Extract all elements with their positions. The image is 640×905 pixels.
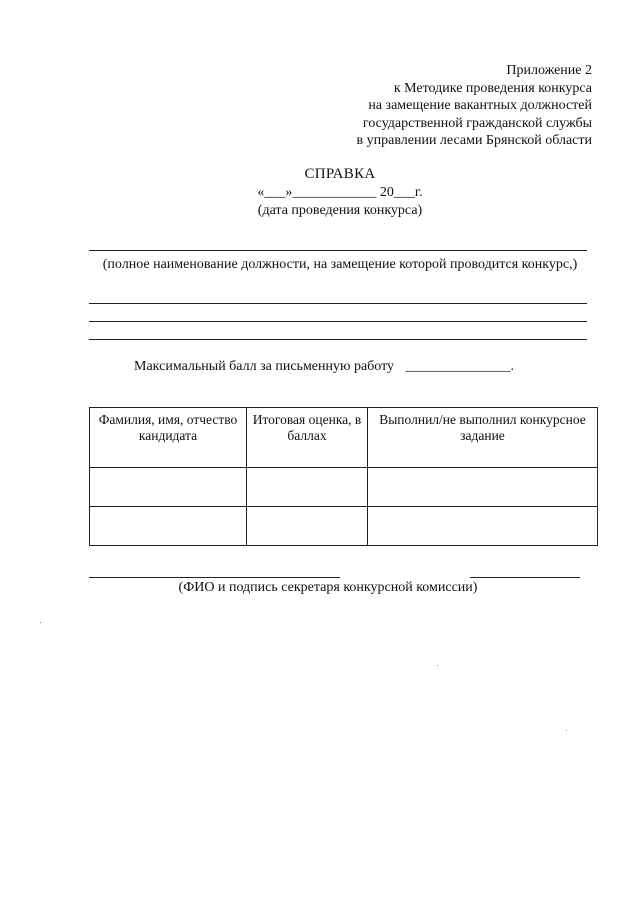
max-score-blank: _______________. bbox=[405, 359, 515, 374]
signature-sign-rule bbox=[470, 577, 580, 578]
candidates-table bbox=[89, 407, 598, 546]
scan-speck bbox=[40, 622, 41, 623]
appendix-line: на замещение вакантных должностей bbox=[368, 98, 592, 113]
table-cell bbox=[90, 468, 247, 507]
signature-caption: (ФИО и подпись секретаря конкурсной комиссии) bbox=[178, 580, 478, 595]
table-cell bbox=[368, 468, 598, 507]
position-rule bbox=[89, 321, 587, 322]
table-cell bbox=[247, 507, 368, 546]
table-cell bbox=[90, 507, 247, 546]
position-caption: (полное наименование должности, на замещение которой проводится конкурс,) bbox=[102, 257, 578, 272]
max-score-line bbox=[134, 359, 514, 375]
appendix-header bbox=[357, 62, 592, 150]
appendix-line: Приложение 2 bbox=[506, 63, 592, 78]
date-caption: (дата проведения конкурса) bbox=[257, 203, 423, 218]
document-title: СПРАВКА bbox=[304, 166, 376, 182]
position-rule bbox=[89, 339, 587, 340]
date-field: «___»____________ 20___г. bbox=[257, 185, 423, 200]
appendix-line: к Методике проведения конкурса bbox=[393, 80, 592, 96]
header-final-score: Итоговая оценка, в баллах bbox=[247, 408, 368, 468]
table-cell bbox=[247, 468, 368, 507]
scan-speck bbox=[566, 730, 567, 731]
table-header-row bbox=[90, 408, 598, 468]
header-candidate-name: Фамилия, имя, отчество кандидата bbox=[90, 408, 247, 468]
appendix-line: в управлении лесами Брянской области bbox=[356, 133, 592, 148]
header-task-status: Выполнил/не выполнил конкурсное задание bbox=[368, 408, 598, 468]
appendix-line: государственной гражданской службы bbox=[362, 115, 592, 131]
table-row bbox=[90, 468, 598, 507]
table-cell bbox=[368, 507, 598, 546]
table-row bbox=[90, 507, 598, 546]
scan-speck bbox=[437, 665, 438, 666]
max-score-label: Максимальный балл за письменную работу bbox=[134, 359, 395, 374]
signature-name-rule bbox=[89, 577, 340, 578]
position-rule bbox=[89, 303, 587, 304]
position-rule bbox=[89, 250, 587, 251]
